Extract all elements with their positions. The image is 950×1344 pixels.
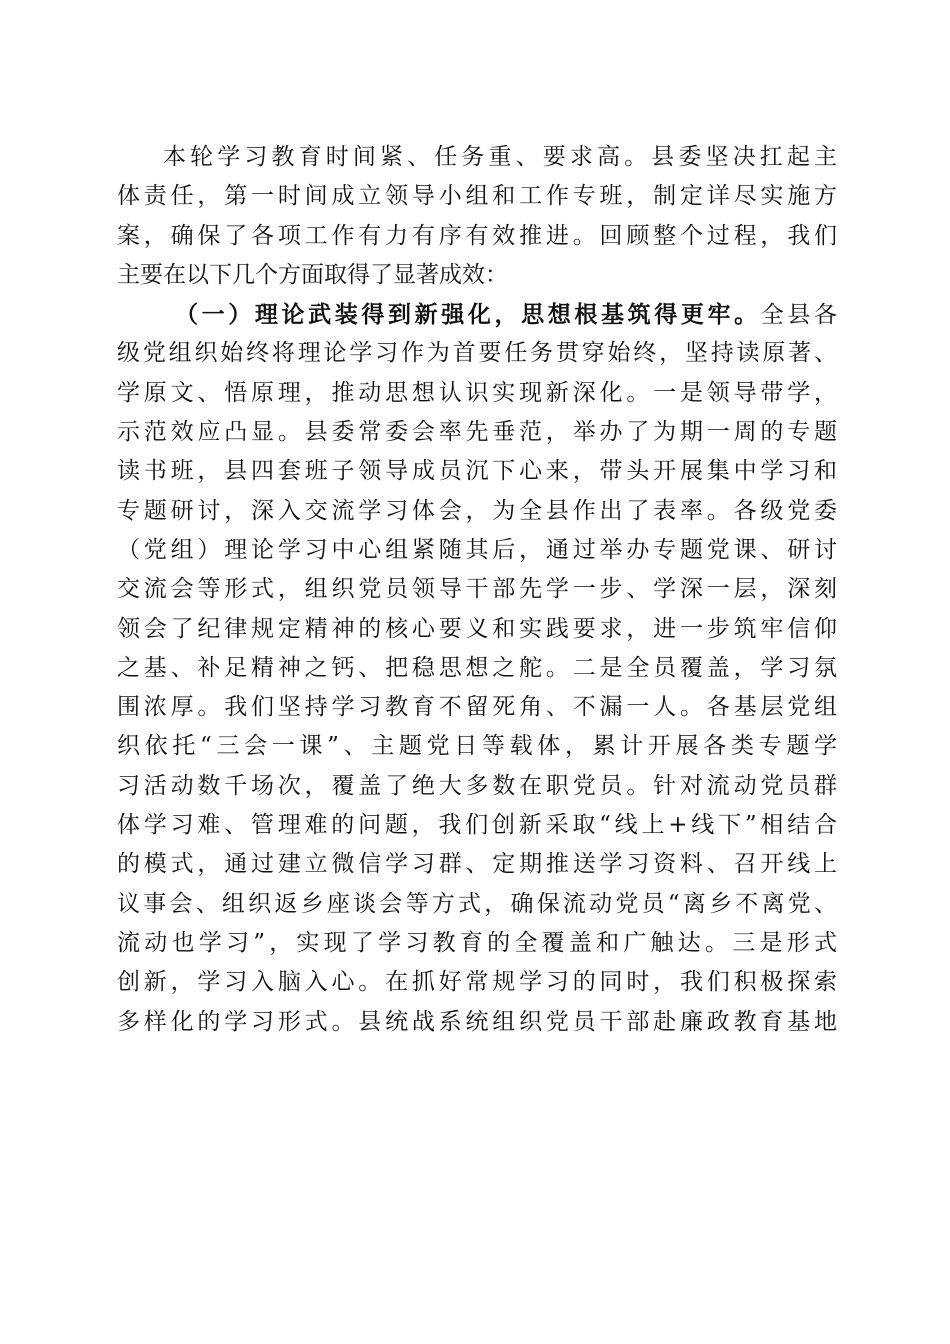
paragraph-intro [117,138,837,295]
text-line: 织依托“三会一课”、主题党日等载体，累计开展各类专题学 [117,733,837,760]
text-line: 示范效应凸显。县委常委会率先垂范，举办了为期一周的专题 [117,419,837,446]
text-line: 多样化的学习形式。县统战系统组织党员干部赴廉政教育基地 [117,1008,837,1035]
paragraph-section-one [117,295,837,1042]
text-line: 读书班，县四套班子领导成员沉下心来，带头开展集中学习和 [117,458,837,485]
text-line: 的模式，通过建立微信学习群、定期推送学习资料、召开线上 [117,851,837,878]
text-line: 领会了纪律规定精神的核心要义和实践要求，进一步筑牢信仰 [117,615,837,642]
text-line: 体责任，第一时间成立领导小组和工作专班，制定详尽实施方 [117,183,837,210]
heading-line-rest: 全县各 [760,302,837,329]
text-line: 专题研讨，深入交流学习体会，为全县作出了表率。各级党委 [117,497,837,524]
text-line: 体学习难、管理难的问题，我们创新采取“线上+线下”相结合 [117,812,837,839]
text-line: （党组）理论学习中心组紧随其后，通过举办专题党课、研讨 [117,536,837,563]
text-line: 案，确保了各项工作有力有序有效推进。回顾整个过程，我们 [117,222,837,249]
text-line: 交流会等形式，组织党员领导干部先学一步、学深一层，深刻 [117,576,837,603]
text-line: 级党组织始终将理论学习作为首要任务贯穿始终，坚持读原著、 [117,340,837,367]
text-line: 之基、补足精神之钙、把稳思想之舵。二是全员覆盖，学习氛 [117,654,837,681]
document-body [117,138,837,1042]
heading-line [117,295,837,334]
text-line: 流动也学习”，实现了学习教育的全覆盖和广触达。三是形式 [117,929,837,956]
text-line: 学原文、悟原理，推动思想认识实现新深化。一是领导带学， [117,379,837,406]
text-line: 习活动数千场次，覆盖了绝大多数在职党员。针对流动党员群 [117,772,837,799]
text-line: 主要在以下几个方面取得了显著成效： [117,261,508,288]
text-line: 围浓厚。我们坚持学习教育不留死角、不漏一人。各基层党组 [117,694,837,721]
text-line: 议事会、组织返乡座谈会等方式，确保流动党员“离乡不离党、 [117,890,837,917]
text-line: 创新，学习入脑入心。在抓好常规学习的同时，我们积极探索 [117,969,837,996]
text-line: 本轮学习教育时间紧、任务重、要求高。县委坚决扛起主 [163,144,837,170]
section-heading: （一）理论武装得到新强化，思想根基筑得更牢。 [175,301,761,329]
